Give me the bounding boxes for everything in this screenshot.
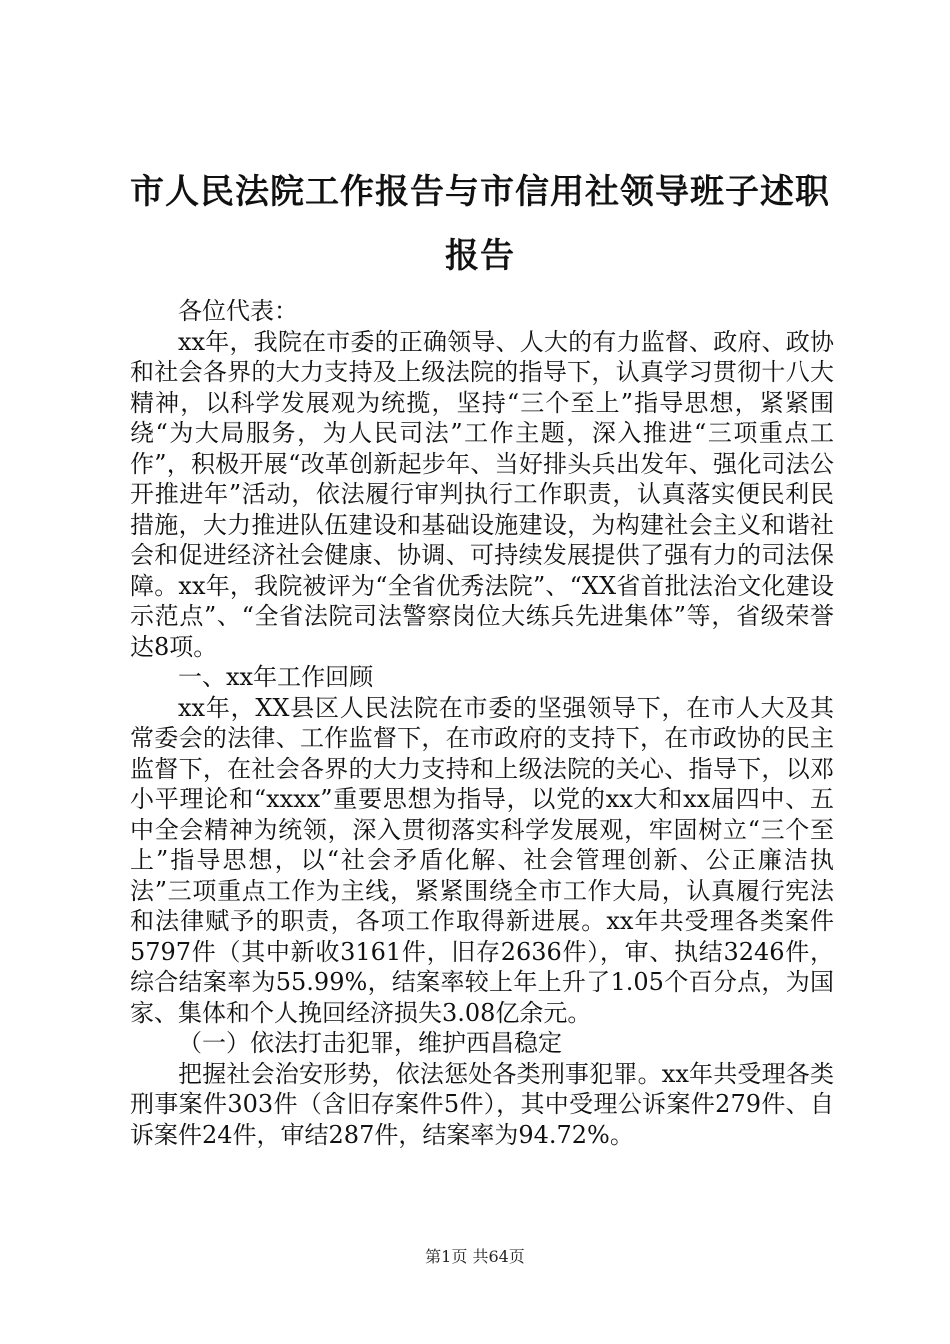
criminal-cases-paragraph: 把握社会治安形势，依法惩处各类刑事犯罪。xx年共受理各类刑事案件303件（含旧存案件5件），其中受理公诉案件279件、自诉案件24件，审结287件，结案率为94.72%。 [130,1059,834,1149]
document-title: 市人民法院工作报告与市信用社领导班子述职报告 [130,172,830,276]
subsection-heading: （一）依法打击犯罪，维护西昌稳定 [178,1029,562,1057]
review-paragraph: xx年，XX县区人民法院在市委的坚强领导下，在市人大及其常委会的法律、工作监督下，在市政府的支持下，在市政协的民主监督下，在社会各界的大力支持和上级法院的关心、指导下，以邓小平理论和“xxxx”重要思想为指导，以党的xx大和xx届四中、五中全会精神为统领，深入贯彻落实科学发展观，牢固树立“三个至上”指导思想，以“社会矛盾化解、社会管理创新、公正廉洁执法”三项重点工作为主线，紧紧围绕全市工作大局，认真履行宪法和法律赋予的职责，各项工作取得新进展。xx年共受理各类案件5797件（其中新收3161件，旧存2636件），审、执结3246件，综合结案率为55.99%，结案率较上年上升了1.05个百分点，为国家、集体和个人挽回经济损失3.08亿余元。 [130,693,834,1027]
intro-paragraph: xx年，我院在市委的正确领导、人大的有力监督、政府、政协和社会各界的大力支持及上级法院的指导下，认真学习贯彻十八大精神，以科学发展观为统揽，坚持“三个至上”指导思想，紧紧围绕“为大局服务，为人民司法”工作主题，深入推进“三项重点工作”，积极开展“改革创新起步年、当好排头兵出发年、强化司法公开推进年”活动，依法履行审判执行工作职责，认真落实便民利民措施，大力推进队伍建设和基础设施建设，为构建社会主义和谐社会和促进经济社会健康、协调、可持续发展提供了强有力的司法保障。xx年，我院被评为“全省优秀法院”、“XX省首批法治文化建设示范点”、“全省法院司法警察岗位大练兵先进集体”等，省级荣誉达8项。 [130,327,834,661]
document-body [130,296,834,1150]
salutation-paragraph: 各位代表： [178,297,298,325]
section-heading: 一、xx年工作回顾 [178,663,374,691]
page-footer: 第1页 共64页 [425,1247,525,1266]
